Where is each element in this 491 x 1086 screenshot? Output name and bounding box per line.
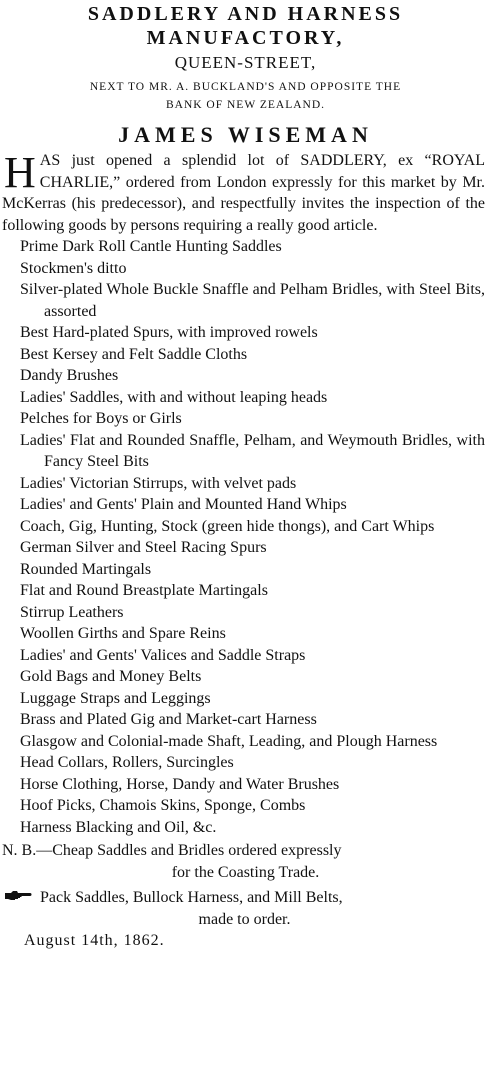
nota-bene-line-2: for the Coasting Trade. — [171, 863, 320, 881]
list-item: Best Hard-plated Spurs, with improved rowels — [20, 324, 318, 341]
list-item: Pelches for Boys or Girls — [20, 410, 182, 427]
list-item: German Silver and Steel Racing Spurs — [20, 539, 267, 556]
list-item: Ladies' and Gents' Valices and Saddle Straps — [20, 646, 306, 664]
location-line-2: BANK OF NEW ZEALAND. — [165, 99, 326, 111]
list-item: Dandy Brushes — [20, 367, 119, 384]
pack-line-1: Pack Saddles, Bullock Harness, and Mill Belts, — [40, 889, 343, 906]
intro-text: AS just opened a splendid lot of SADDLERY, ex “ROYAL CHARLIE,” ordered from London expressly for this market by Mr. McKerras (his predecessor), and respectfully invites the inspection of the following goods by persons requiring a really good article. — [2, 152, 485, 234]
list-item: Silver-plated Whole Buckle Snaffle and Pelham Bridles, with Steel Bits, assorted — [20, 281, 485, 320]
list-item: Ladies' and Gents' Plain and Mounted Hand Whips — [20, 496, 347, 513]
list-item: Rounded Martingals — [20, 560, 152, 578]
list-item: Coach, Gig, Hunting, Stock (green hide thongs), and Cart Whips — [20, 517, 435, 535]
location-line-1: NEXT TO MR. A. BUCKLAND'S AND OPPOSITE THE — [89, 81, 402, 93]
intro-paragraph — [2, 150, 485, 236]
nota-bene-line-1: N. B.—Cheap Saddles and Bridles ordered expressly — [2, 842, 342, 859]
list-item: Horse Clothing, Horse, Dandy and Water Brushes — [20, 775, 340, 793]
list-item: Ladies' Flat and Rounded Snaffle, Pelham, and Weymouth Bridles, with Fancy Steel Bits — [20, 431, 485, 470]
headline-line-1: SADDLERY AND HARNESS — [87, 3, 404, 25]
list-item: Gold Bags and Money Belts — [20, 668, 202, 685]
list-item: Ladies' Saddles, with and without leaping heads — [20, 388, 328, 406]
goods-list — [0, 236, 491, 838]
list-item: Stirrup Leathers — [20, 603, 124, 621]
pointing-hand-icon — [4, 889, 32, 903]
street-address: QUEEN-STREET, — [174, 53, 317, 72]
location-note — [0, 78, 491, 114]
list-item: Flat and Round Breastplate Martingals — [20, 582, 268, 599]
list-item: Harness Blacking and Oil, &c. — [20, 818, 217, 836]
pack-saddles-note — [4, 887, 485, 930]
list-item: Ladies' Victorian Stirrups, with velvet pads — [20, 474, 297, 492]
list-item: Luggage Straps and Leggings — [20, 689, 211, 707]
proprietor-name: JAMES WISEMAN — [118, 122, 373, 147]
pack-line-2: made to order. — [198, 910, 291, 928]
list-item: Glasgow and Colonial-made Shaft, Leading, and Plough Harness — [20, 732, 438, 750]
drop-cap: H — [4, 148, 36, 197]
list-item: Stockmen's ditto — [20, 259, 127, 277]
headline-line-2: MANUFACTORY, — [146, 27, 345, 49]
date-line: August 14th, 1862. — [24, 932, 165, 949]
list-item: Best Kersey and Felt Saddle Cloths — [20, 345, 248, 363]
list-item: Head Collars, Rollers, Surcingles — [20, 754, 234, 771]
list-item: Hoof Picks, Chamois Skins, Sponge, Combs — [20, 797, 306, 814]
list-item: Woollen Girths and Spare Reins — [20, 625, 226, 642]
list-item: Brass and Plated Gig and Market-cart Harness — [20, 711, 317, 728]
list-item: Prime Dark Roll Cantle Hunting Saddles — [20, 238, 282, 255]
nota-bene — [2, 840, 485, 883]
